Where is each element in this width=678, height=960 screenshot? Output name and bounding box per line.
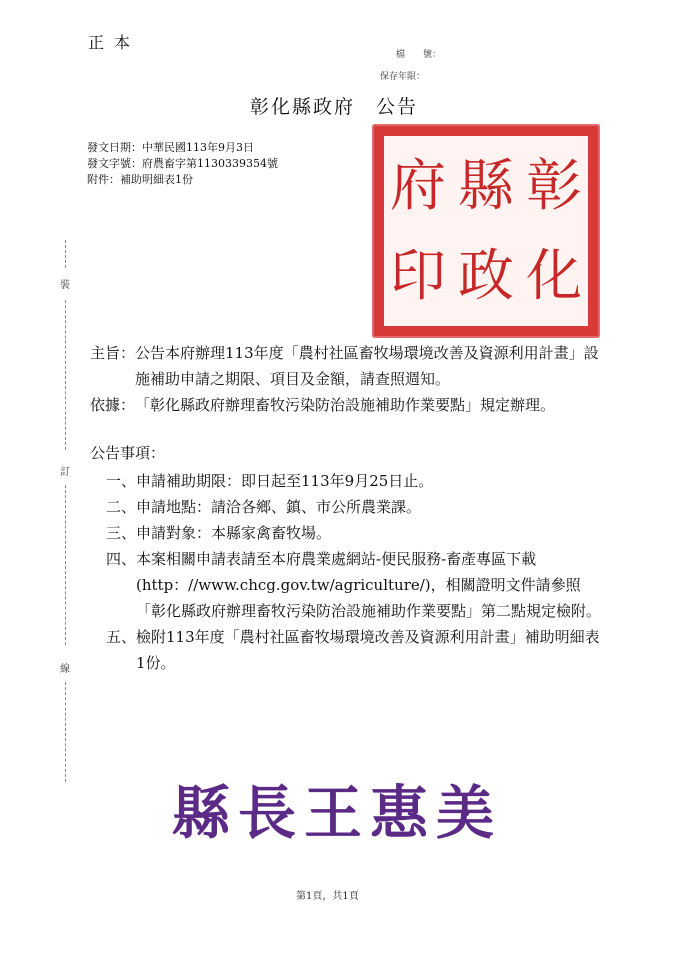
magistrate-signature: 縣長王惠美: [172, 779, 503, 847]
binding-margin-rule: [65, 240, 66, 268]
attachment-value: 補助明細表1份: [120, 173, 193, 186]
copy-mark: 正本: [88, 33, 141, 52]
issue-date-row: [87, 140, 278, 156]
issue-number-value: 府農畜字第1130339354號: [142, 157, 278, 170]
subject-paragraph: [90, 340, 610, 392]
binding-margin-rule: [65, 682, 66, 782]
official-seal: [372, 124, 600, 338]
subject-label: 主旨：: [90, 344, 136, 362]
seal-glyph: 府: [390, 154, 446, 219]
basis-text: 「彰化縣政府辦理畜牧污染防治設施補助作業要點」規定辦理。: [135, 396, 556, 414]
binding-margin-rule: [65, 300, 66, 450]
notice-item-text: 本案相關申請表請至本府農業處網站-便民服務-畜產專區下載(http：//www.chcg.gov.tw/agriculture/)，相關證明文件請參照「彰化縣政府辦理畜牧污染防治設施補助作業要點」第二點規定檢附。: [136, 550, 602, 620]
notice-item: [106, 468, 606, 494]
notice-heading: 公告事項：: [90, 444, 166, 462]
attachment-row: [87, 172, 278, 188]
notice-item-number: 三、: [106, 524, 137, 542]
archive-number-label: 檔 號：: [396, 50, 442, 60]
issue-number-label: 發文字號：: [87, 157, 142, 170]
document-title: 彰化縣政府 公告: [250, 96, 419, 118]
notice-item-number: 二、: [106, 498, 137, 516]
basis-paragraph: [90, 392, 610, 418]
notice-item-text: 檢附113年度「農村社區畜牧場環境改善及資源利用計畫」補助明細表1份。: [136, 628, 600, 672]
notice-item-text: 申請地點：請洽各鄉、鎮、市公所農業課。: [136, 498, 422, 516]
notice-item-text: 申請補助期限：即日起至113年9月25日止。: [136, 472, 434, 490]
seal-glyph: 政: [458, 244, 514, 309]
notice-item-number: 五、: [106, 628, 137, 646]
cut-line-mark: 線: [60, 664, 70, 675]
page-number: 第1頁，共1頁: [296, 891, 359, 902]
binding-mark: 裝: [60, 280, 70, 291]
retention-period-label: 保存年限：: [380, 72, 426, 82]
notice-item-number: 一、: [106, 472, 137, 490]
binding-margin-rule: [65, 485, 66, 645]
seal-glyph-grid: [384, 142, 588, 322]
notice-item-number: 四、: [106, 550, 137, 568]
subject-text: 公告本府辦理113年度「農村社區畜牧場環境改善及資源利用計畫」設施補助申請之期限、項目及金額，請查照週知。: [135, 344, 599, 388]
notice-item-text: 申請對象：本縣家禽畜牧場。: [136, 524, 332, 542]
seal-glyph: 彰: [526, 154, 582, 219]
seal-glyph: 印: [390, 244, 446, 309]
issue-info: [87, 140, 278, 188]
notice-item: [106, 520, 606, 546]
notice-item: [106, 494, 606, 520]
attachment-label: 附件：: [87, 173, 120, 186]
basis-label: 依據：: [90, 396, 136, 414]
notice-item: [106, 624, 606, 676]
issue-date-value: 中華民國113年9月3日: [142, 141, 254, 154]
seal-glyph: 化: [526, 244, 582, 309]
notice-items: [106, 468, 606, 676]
issue-number-row: [87, 156, 278, 172]
issue-date-label: 發文日期：: [87, 141, 142, 154]
notice-item: [106, 546, 606, 624]
staple-mark: 訂: [60, 467, 70, 478]
seal-glyph: 縣: [458, 154, 514, 219]
